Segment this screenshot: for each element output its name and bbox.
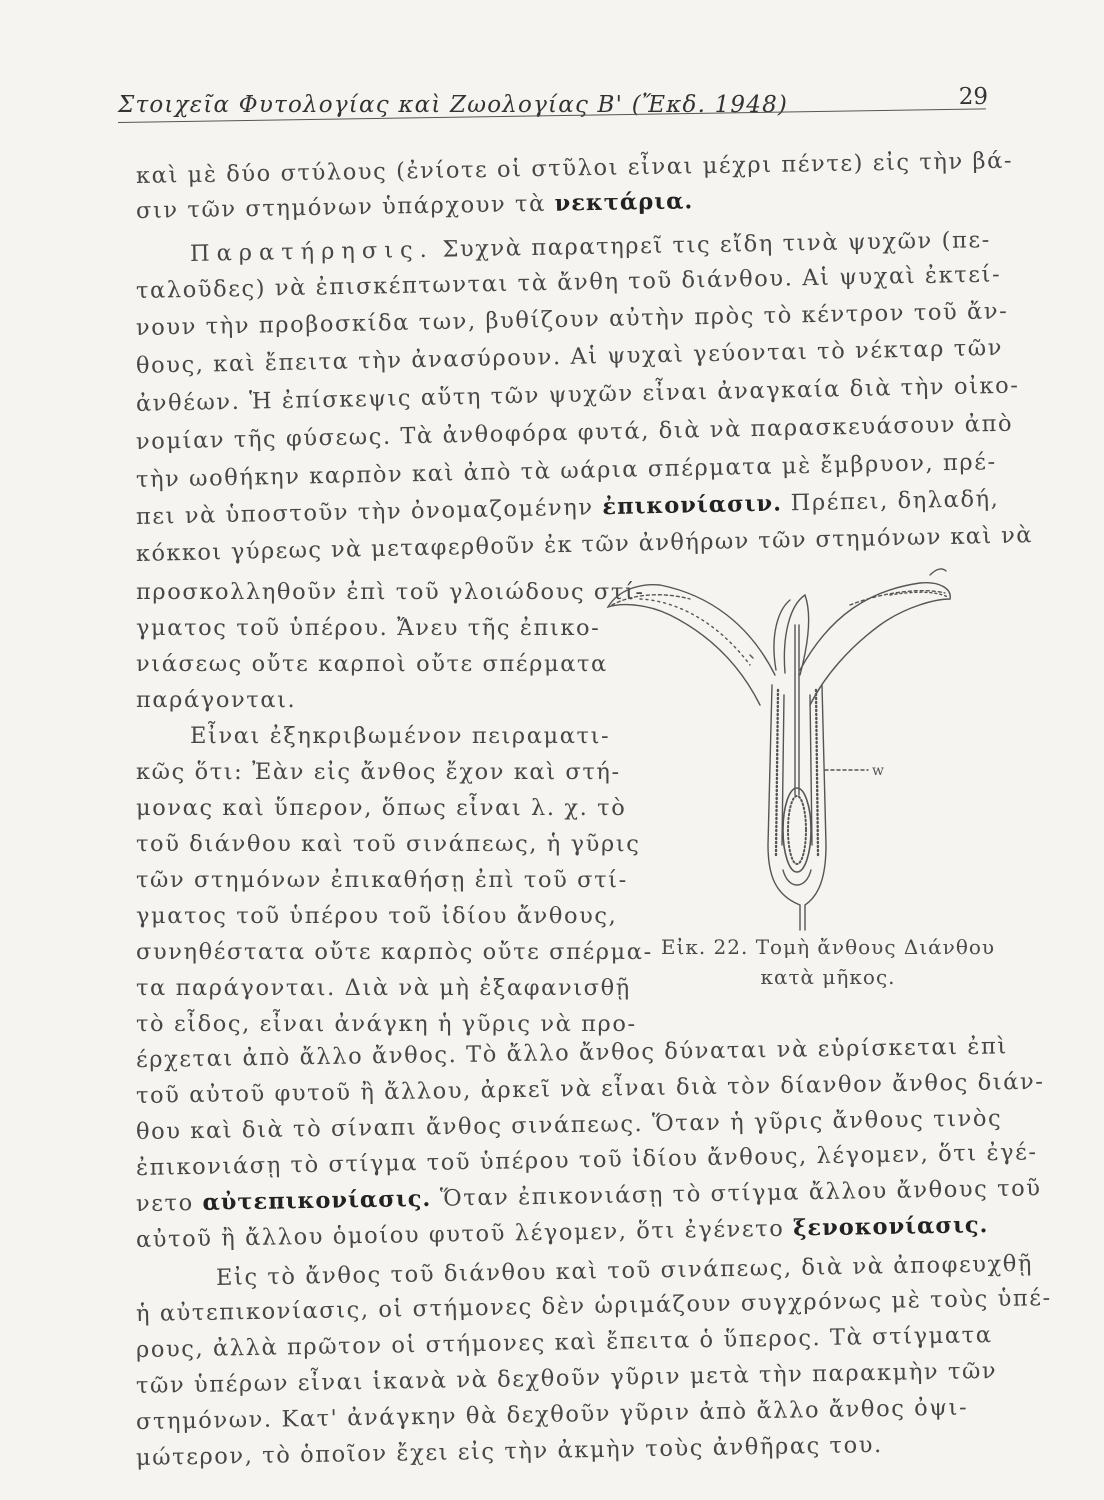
text-line bbox=[190, 226, 991, 268]
caption-line: Εἰκ. 22. Τομὴ ἄνθους Διάνθου bbox=[660, 935, 996, 959]
caption-line: κατὰ μῆκος. bbox=[760, 965, 896, 989]
text-line: κόκκοι γύρεως νὰ μεταφερθοῦν ἐκ τῶν ἀνθήρων τῶν στημόνων καὶ νὰ bbox=[135, 522, 1034, 567]
section-heading: Παρατήρησις. bbox=[189, 236, 435, 267]
text-line: στημόνων. Κατ' ἀνάγκην θὰ δεχθοῦν γῦριν ἀπὸ ἄλλο ἄνθος ὀψι- bbox=[135, 1394, 969, 1435]
text-line: προσκολληθοῦν ἐπὶ τοῦ γλοιώδους στί- bbox=[136, 579, 645, 605]
text-line bbox=[136, 187, 694, 225]
term-bold: ξενοκονίασις. bbox=[792, 1212, 989, 1242]
text-line: νουν τὴν προβοσκίδα των, βυθίζουν αὐτὴν πρὸς τὸ κέντρον τοῦ ἄν- bbox=[135, 298, 1009, 341]
term-bold: ἐπικονίασιν. bbox=[602, 490, 783, 521]
text-line: ταλοῦδες) νὰ ἐπισκέπτωνται τὰ ἄνθη τοῦ διάνθου. Αἱ ψυχαὶ ἐκτεί- bbox=[135, 261, 1002, 304]
text-span: αὐτοῦ ἢ ἄλλου ὁμοίου φυτοῦ λέγομεν, ὅτι ἐγένετο bbox=[135, 1215, 794, 1253]
term-bold: αὐτεπικονίασις. bbox=[202, 1185, 432, 1216]
text-line: γματος τοῦ ὑπέρου τοῦ ἰδίου ἄνθους, bbox=[136, 903, 618, 929]
running-head: Στοιχεῖα Φυτολογίας καὶ Ζωολογίας Β' (Ἔκδ. 1948) bbox=[118, 92, 789, 118]
text-span: σιν τῶν στημόνων ὑπάρχουν τὰ bbox=[135, 190, 555, 224]
text-line: ἡ αὐτεπικονίασις, οἱ στήμονες δὲν ὡριμάζουν συγχρόνως μὲ τοὺς ὑπέ- bbox=[135, 1285, 1052, 1327]
text-line: νομίαν τῆς φύσεως. Τὰ ἀνθοφόρα φυτά, διὰ νὰ παρασκευάσουν ἀπὸ bbox=[135, 410, 1014, 455]
text-line: τῶν στημόνων ἐπικαθήσῃ ἐπὶ τοῦ στί- bbox=[136, 867, 628, 893]
text-line: θους, καὶ ἔπειτα τὴν ἀνασύρουν. Αἱ ψυχαὶ γεύονται τὸ νέκταρ τῶν bbox=[135, 334, 1004, 379]
text-span: πει νὰ ὑποστοῦν τὴν ὀνομαζομένην bbox=[135, 494, 603, 530]
text-line: παράγονται. bbox=[136, 687, 297, 713]
text-line: τὴν ωοθήκην καρπὸν καὶ ἀπὸ τὰ ωάρια σπέρματα μὲ ἔμβρυον, πρέ- bbox=[135, 448, 997, 493]
text-line: καὶ μὲ δύο στύλους (ἐνίοτε οἱ στῦλοι εἶναι μέχρι πέντε) εἰς τὴν βά- bbox=[135, 147, 1014, 189]
text-line: θου καὶ διὰ τὸ σίναπι ἄνθος σινάπεως. Ὅταν ἡ γῦρις ἄνθους τινὸς bbox=[135, 1105, 1003, 1145]
text-line: Εἰς τὸ ἄνθος τοῦ διάνθου καὶ τοῦ σινάπεως, διὰ νὰ ἀποφευχθῇ bbox=[215, 1250, 1034, 1291]
text-line: έρχεται ἀπὸ ἄλλο ἄνθος. Τὸ ἄλλο ἄνθος δύναται νὰ εὑρίσκεται ἐπὶ bbox=[135, 1033, 1008, 1073]
text-line: τῶν ὑπέρων εἶναι ἱκανὰ νὰ δεχθοῦν γῦριν μετὰ τὴν παρακμὴν τῶν bbox=[135, 1357, 998, 1399]
text-span: Πρέπει, δηλαδή, bbox=[781, 485, 1000, 517]
text-span: νετο bbox=[135, 1189, 203, 1217]
text-line: τα παράγονται. Διὰ νὰ μὴ ἐξαφανισθῇ bbox=[136, 975, 631, 1001]
text-line: τοῦ αὐτοῦ φυτοῦ ἢ ἄλλου, ἀρκεῖ νὰ εἶναι διὰ τὸν δίανθον ἄνθος διάν- bbox=[135, 1068, 1045, 1109]
text-line: τὸ εἶδος, εἶναι ἀνάγκη ἡ γῦρις νὰ προ- bbox=[136, 1011, 637, 1037]
text-line bbox=[136, 1211, 989, 1254]
text-line: νιάσεως οὔτε καρποὶ οὔτε σπέρματα bbox=[136, 651, 608, 677]
text-line: κῶς ὅτι: Ἐὰν εἰς ἄνθος ἔχον καὶ στή- bbox=[136, 759, 621, 785]
figure-label-w: w bbox=[872, 763, 884, 779]
text-line: ρους, ἀλλὰ πρῶτον οἱ στήμονες καὶ ἔπειτα ὁ ὕπερος. Τὰ στίγματα bbox=[135, 1322, 993, 1363]
text-line: μονας καὶ ὕπερον, ὅπως εἶναι λ. χ. τὸ bbox=[136, 795, 627, 821]
text-line: γματος τοῦ ὑπέρου. Ἄνευ τῆς ἐπικο- bbox=[136, 615, 601, 641]
text-line: ἐπικονιάσῃ τὸ στίγμα τοῦ ὑπέρου τοῦ ἰδίου ἄνθους, λέγομεν, ὅτι ἐγέ- bbox=[135, 1139, 1038, 1181]
text-line bbox=[136, 1174, 1042, 1218]
text-line: ἀνθέων. Ἡ ἐπίσκεψις αὕτη τῶν ψυχῶν εἶναι ἀναγκαία διὰ τὴν οἰκο- bbox=[135, 372, 1020, 417]
text-line: συνηθέστατα οὔτε καρπὸς οὔτε σπέρμα- bbox=[136, 939, 653, 965]
page-header bbox=[118, 84, 998, 126]
text-line: Εἶναι ἐξηκριβωμένον πειραματι- bbox=[190, 723, 611, 749]
text-span: Συχνὰ παρατηρεῖ τις εἴδη τινὰ ψυχῶν (πε- bbox=[433, 227, 992, 263]
page-number: 29 bbox=[958, 84, 988, 110]
text-span: Ὅταν ἐπικονιάσῃ τὸ στίγμα ἄλλου ἄνθους τοῦ bbox=[431, 1175, 1042, 1212]
flower-section-illustration bbox=[600, 555, 960, 935]
text-line: μώτερον, τὸ ὁποῖον ἔχει εἰς τὴν ἀκμὴν τοὺς ἀνθῆρας του. bbox=[135, 1431, 884, 1471]
term-bold: νεκτάρια. bbox=[554, 188, 694, 217]
text-line: τοῦ διάνθου καὶ τοῦ σινάπεως, ἡ γῦρις bbox=[136, 831, 641, 857]
figure-caption bbox=[648, 932, 1008, 992]
